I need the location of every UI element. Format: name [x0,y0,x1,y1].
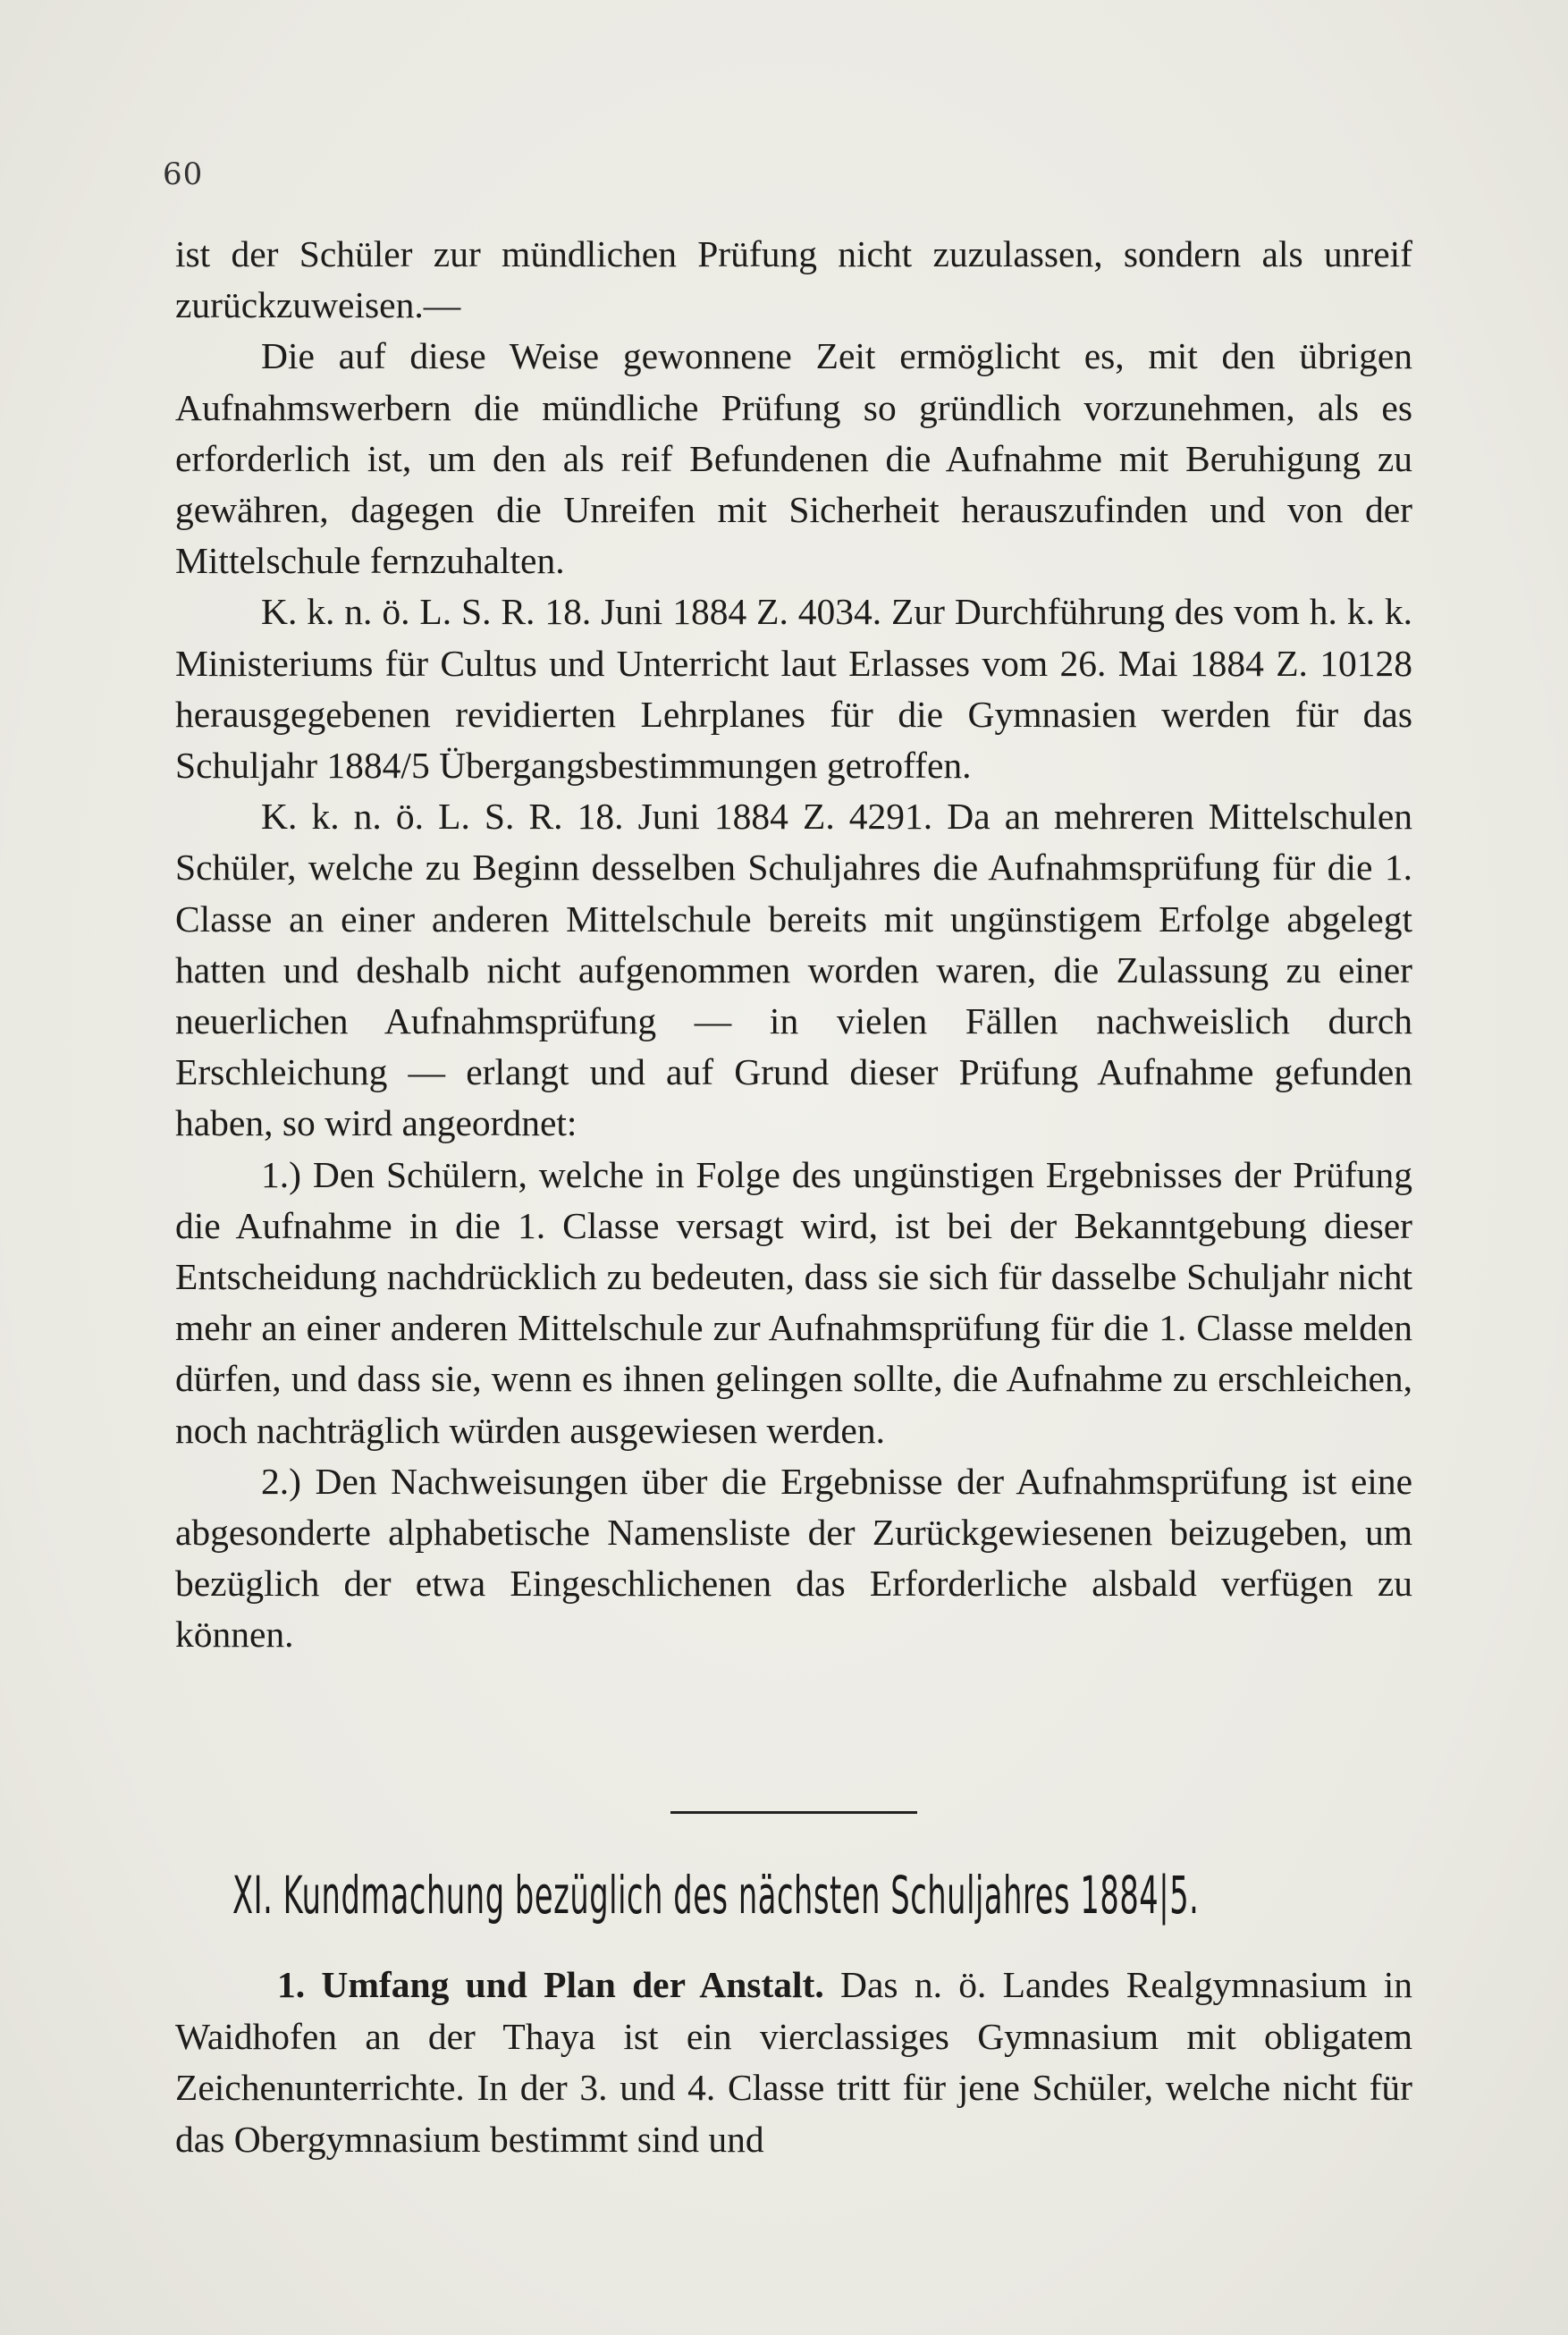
paragraph: 1.) Den Schülern, welche in Folge des ungünstigen Ergebnisses der Prüfung die Aufnahme in die 1. Classe versagt wird, ist bei der Bekanntgebung dieser Entscheidung nachdrücklich zu bedeuten, dass sie sich für dasselbe Schuljahr nicht mehr an einer anderen Mittelschule zur Aufnahmsprüfung für die 1. Classe melden dürfen, und dass sie, wenn es ihnen gelingen sollte, die Aufnahme zu erschleichen, noch nachträglich würden ausgewiesen werden. [175,1153,1412,1451]
section-body [175,1960,1412,2165]
body-text [175,229,1412,1661]
paragraph: Die auf diese Weise gewonnene Zeit ermöglicht es, mit den übrigen Aufnahmswerbern die mündliche Prüfung so gründlich vorzunehmen, als es erforderlich ist, um den als reif Befundenen die Aufnahme mit Beruhigung zu gewähren, dagegen die Unreifen mit Sicherheit herauszufinden und von der Mittelschule fernzuhalten. [175,335,1412,582]
section-divider [670,1811,917,1814]
section-heading: XI. Kundmachung bezüglich des nächsten Schuljahres 1884|5. [232,1865,1200,1926]
section-paragraph [175,1960,1412,2165]
page-number: 60 [163,156,204,192]
paragraph: K. k. n. ö. L. S. R. 18. Juni 1884 Z. 4034. Zur Durchführung des vom h. k. k. Ministeriums für Cultus und Unterricht laut Erlasses vom 26. Mai 1884 Z. 10128 herausgegebenen revidierten Lehrplanes für die Gymnasien werden für das Schuljahr 1884/5 Übergangsbestimmungen getroffen. [175,591,1412,787]
paragraph-continuation: ist der Schüler zur mündlichen Prüfung nicht zuzulassen, sondern als unreif zurückzuweisen.— [175,233,1412,326]
paragraph: K. k. n. ö. L. S. R. 18. Juni 1884 Z. 4291. Da an mehreren Mittelschulen Schüler, welche zu Beginn desselben Schuljahres die Aufnahmsprüfung für die 1. Classe an einer anderen Mittelschule bereits mit ungünstigem Erfolge abgelegt hatten und deshalb nicht aufgenommen worden waren, die Zulassung zu einer neuerlichen Aufnahmsprüfung — in vielen Fällen nachweislich durch Erschleichung — erlangt und auf Grund dieser Prüfung Aufnahme gefunden haben, so wird angeordnet: [175,796,1412,1144]
section-text: Das n. ö. Landes Realgymnasium in Waidhofen an der Thaya ist ein vierclassiges Gymnasium mit obligatem Zeichenunterrichte. In der 3. und 4. Classe tritt für jene Schüler, welche nicht für das Obergymnasium bestimmt sind und [175,1964,1412,2160]
section-subheading: 1. Umfang und Plan der Anstalt. [277,1964,824,2005]
paragraph: 2.) Den Nachweisungen über die Ergebnisse der Aufnahmsprüfung ist eine abgesonderte alphabetische Namensliste der Zurückgewiesenen beizugeben, um bezüglich der etwa Eingeschlichenen das Erforderliche alsbald verfügen zu können. [175,1460,1412,1656]
